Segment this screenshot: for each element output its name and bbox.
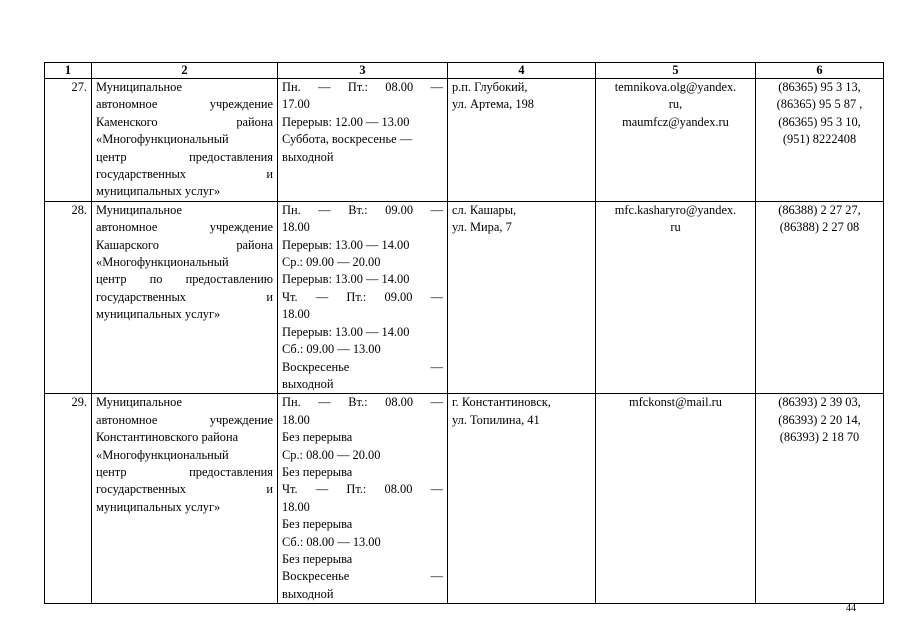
hours-line: Воскресенье —	[282, 359, 443, 374]
org-line: «Многофункциональный	[96, 255, 229, 270]
hours-line: 18.00	[282, 307, 310, 322]
org-line: государственных и	[96, 482, 273, 497]
table-row	[45, 79, 884, 202]
org-line: государственных и	[96, 289, 273, 304]
phone-line: (86365) 95 3 13,	[778, 80, 861, 94]
phone-line: (86365) 95 3 10,	[778, 114, 861, 129]
phone-line: (86388) 2 27 27,	[778, 202, 861, 217]
hours-line: 18.00	[282, 412, 310, 427]
table-row	[45, 394, 884, 604]
email-line: ru	[670, 220, 681, 235]
email-line: mfc.kasharyro@yandex.	[614, 202, 737, 217]
row-number: 29.	[45, 394, 92, 604]
phone-line: (86388) 2 27 08	[779, 220, 860, 235]
org-line: государственных и	[96, 167, 273, 182]
org-line: центр по предоставлению	[96, 272, 273, 287]
page-number: 44	[846, 603, 856, 614]
header-col-6: 6	[756, 63, 884, 79]
address	[448, 201, 596, 393]
email	[596, 79, 756, 202]
address-line: сл. Кашары,	[452, 202, 517, 217]
header-col-4: 4	[448, 63, 596, 79]
email-line: temnikova.olg@yandex.	[614, 80, 737, 94]
hours-line: Чт. — Пт.: 08.00 —	[282, 482, 443, 497]
hours-line: 17.00	[282, 97, 310, 112]
org-line: Муниципальное	[96, 202, 182, 217]
hours-line: Воскресенье —	[282, 569, 443, 584]
hours-line: Без перерыва	[282, 551, 353, 566]
phone-line: (951) 8222408	[782, 132, 857, 147]
hours-line: выходной	[282, 586, 334, 601]
row-number: 28.	[45, 201, 92, 393]
institutions-table	[44, 62, 884, 604]
org-line: Каменского района	[96, 114, 273, 129]
phone-line: (86393) 2 20 14,	[778, 412, 861, 427]
org-line: автономное учреждение	[96, 97, 273, 112]
address-line: ул. Артема, 198	[452, 97, 534, 112]
address-line: р.п. Глубокий,	[452, 80, 528, 94]
hours-line: Без перерыва	[282, 464, 353, 479]
phone-line: (86365) 95 5 87 ,	[776, 97, 863, 112]
hours-line: Перерыв: 13.00 — 14.00	[282, 324, 410, 339]
email	[596, 394, 756, 604]
hours-line: выходной	[282, 376, 334, 391]
hours-line: Ср.: 09.00 — 20.00	[282, 255, 381, 270]
email-line: maumfcz@yandex.ru	[622, 114, 729, 129]
working-hours	[278, 79, 448, 202]
working-hours	[278, 394, 448, 604]
phones	[756, 394, 884, 604]
hours-line: Пн. — Вт.: 09.00 —	[282, 202, 443, 217]
row-number: 27.	[45, 79, 92, 202]
hours-line: 18.00	[282, 499, 310, 514]
address-line: ул. Мира, 7	[452, 220, 512, 235]
email	[596, 201, 756, 393]
hours-line: Перерыв: 12.00 — 13.00	[282, 114, 410, 129]
org-line: автономное учреждение	[96, 412, 273, 427]
header-col-1: 1	[45, 63, 92, 79]
phone-line: (86393) 2 18 70	[779, 430, 860, 445]
phones	[756, 79, 884, 202]
email-line: ru,	[668, 97, 683, 112]
phone-line: (86393) 2 39 03,	[778, 395, 861, 410]
org-line: муниципальных услуг»	[96, 499, 221, 514]
org-line: автономное учреждение	[96, 220, 273, 235]
hours-line: Перерыв: 13.00 — 14.00	[282, 272, 410, 287]
hours-line: Пн. — Пт.: 08.00 —	[282, 80, 443, 94]
hours-line: Суббота, воскресенье —	[282, 132, 413, 147]
org-line: центр предоставления	[96, 464, 273, 479]
email-line: mfckonst@mail.ru	[629, 395, 722, 410]
address	[448, 394, 596, 604]
header-col-2: 2	[92, 63, 278, 79]
header-col-3: 3	[278, 63, 448, 79]
table-row	[45, 201, 884, 393]
phones	[756, 201, 884, 393]
hours-line: Перерыв: 13.00 — 14.00	[282, 237, 410, 252]
org-line: Константиновского района	[96, 430, 239, 445]
hours-line: Ср.: 08.00 — 20.00	[282, 447, 381, 462]
org-line: «Многофункциональный	[96, 132, 229, 147]
org-line: муниципальных услуг»	[96, 307, 221, 322]
hours-line: Сб.: 09.00 — 13.00	[282, 342, 381, 357]
hours-line: выходной	[282, 149, 334, 164]
hours-line: 18.00	[282, 220, 310, 235]
header-col-5: 5	[596, 63, 756, 79]
hours-line: Без перерыва	[282, 517, 353, 532]
org-line: Кашарского района	[96, 237, 273, 252]
header-row	[45, 63, 884, 79]
org-line: «Многофункциональный	[96, 447, 229, 462]
org-line: Муниципальное	[96, 395, 182, 410]
hours-line: Сб.: 08.00 — 13.00	[282, 534, 381, 549]
hours-line: Пн. — Вт.: 08.00 —	[282, 395, 443, 410]
hours-line: Без перерыва	[282, 430, 353, 445]
address-line: г. Константиновск,	[452, 395, 551, 410]
organization-name	[92, 394, 278, 604]
address-line: ул. Топилина, 41	[452, 412, 540, 427]
org-line: Муниципальное	[96, 80, 182, 94]
org-line: центр предоставления	[96, 149, 273, 164]
organization-name	[92, 79, 278, 202]
working-hours	[278, 201, 448, 393]
org-line: муниципальных услуг»	[96, 184, 221, 199]
address	[448, 79, 596, 202]
hours-line: Чт. — Пт.: 09.00 —	[282, 289, 443, 304]
organization-name	[92, 201, 278, 393]
